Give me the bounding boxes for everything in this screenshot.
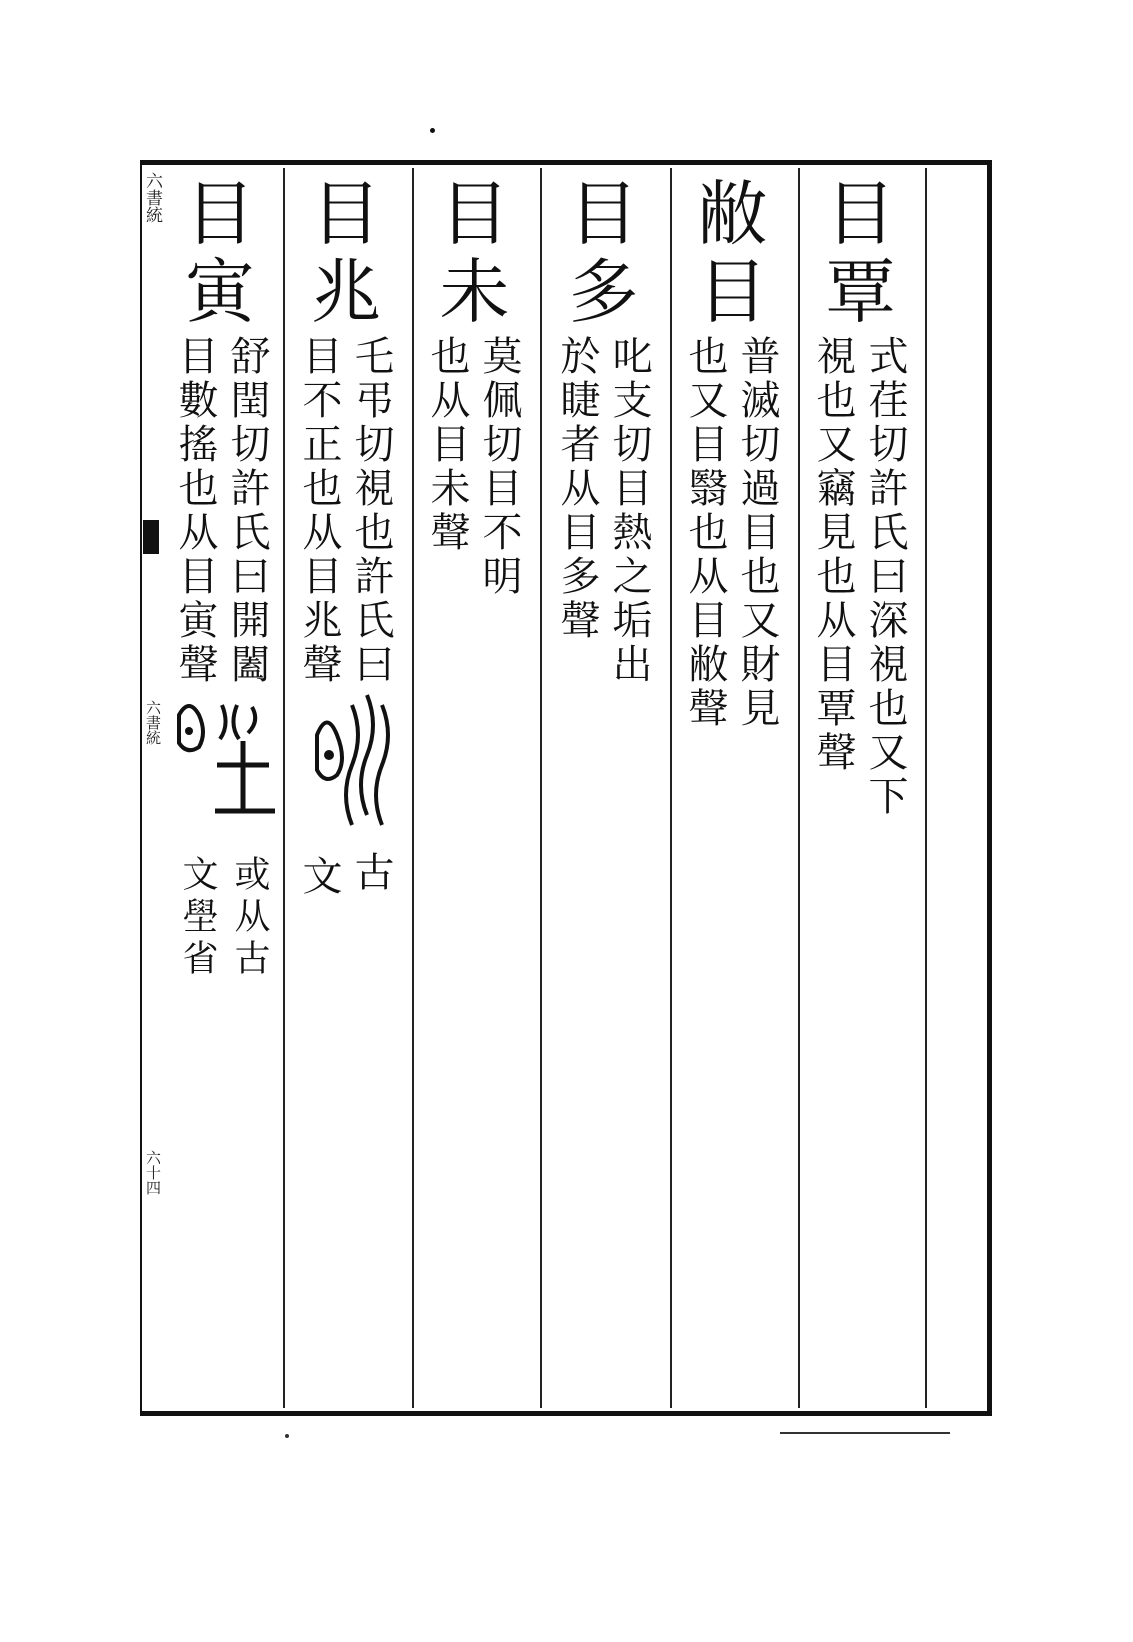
dictionary-entry (163, 175, 281, 1395)
entry-text-column: 視也又竊見也从目覃聲 (810, 335, 856, 775)
entry-note: 古 (348, 851, 394, 895)
column-rule (925, 168, 927, 1408)
dictionary-entry (542, 175, 669, 1395)
entry-text-column: 乇弔切視也許氏曰 (348, 335, 394, 687)
seal-variant-glyph (167, 695, 277, 835)
dictionary-entry (672, 175, 797, 1395)
entry-note: 文 (296, 855, 342, 899)
entry-text-column: 目不正也从目兆聲 (296, 335, 342, 687)
dictionary-entry (800, 175, 925, 1395)
entry-text-column: 式荏切許氏曰深視也又下 (862, 335, 908, 819)
seal-headword: 目兆 (311, 173, 385, 333)
entry-note: 或从古 (229, 855, 270, 981)
margin-block-mark (143, 520, 159, 554)
seal-headword: 目未 (439, 173, 514, 333)
seal-headword: 目寅 (185, 173, 259, 333)
entry-text-column: 莫佩切目不明 (476, 335, 522, 599)
seal-headword: 敝目 (697, 173, 772, 333)
entry-text-column: 普滅切過目也又財見 (734, 335, 780, 731)
ink-dot (430, 128, 435, 133)
entry-text-column: 目數搖也从目寅聲 (172, 335, 218, 687)
dictionary-entry (414, 175, 539, 1395)
seal-headword: 目多 (568, 173, 643, 333)
entry-text-column: 也从目未聲 (424, 335, 470, 555)
margin-page-number: 六十四 (144, 1150, 162, 1195)
entry-text-column: 叱支切目熱之垢出 (606, 335, 652, 687)
margin-chapter: 六書統 (144, 700, 162, 745)
entry-text-column: 也又目翳也从目敝聲 (682, 335, 728, 731)
dictionary-entry (285, 175, 411, 1395)
entry-text-column: 於睫者从目多聲 (554, 335, 600, 643)
ink-dot (285, 1434, 289, 1438)
bottom-rule (780, 1432, 950, 1434)
seal-headword: 目覃 (825, 173, 900, 333)
entry-note: 文壆省 (177, 855, 218, 981)
entry-text-column: 舒閏切許氏曰開闔 (224, 335, 270, 687)
margin-title: 六書統 (142, 172, 162, 223)
seal-variant-glyph (307, 685, 397, 845)
